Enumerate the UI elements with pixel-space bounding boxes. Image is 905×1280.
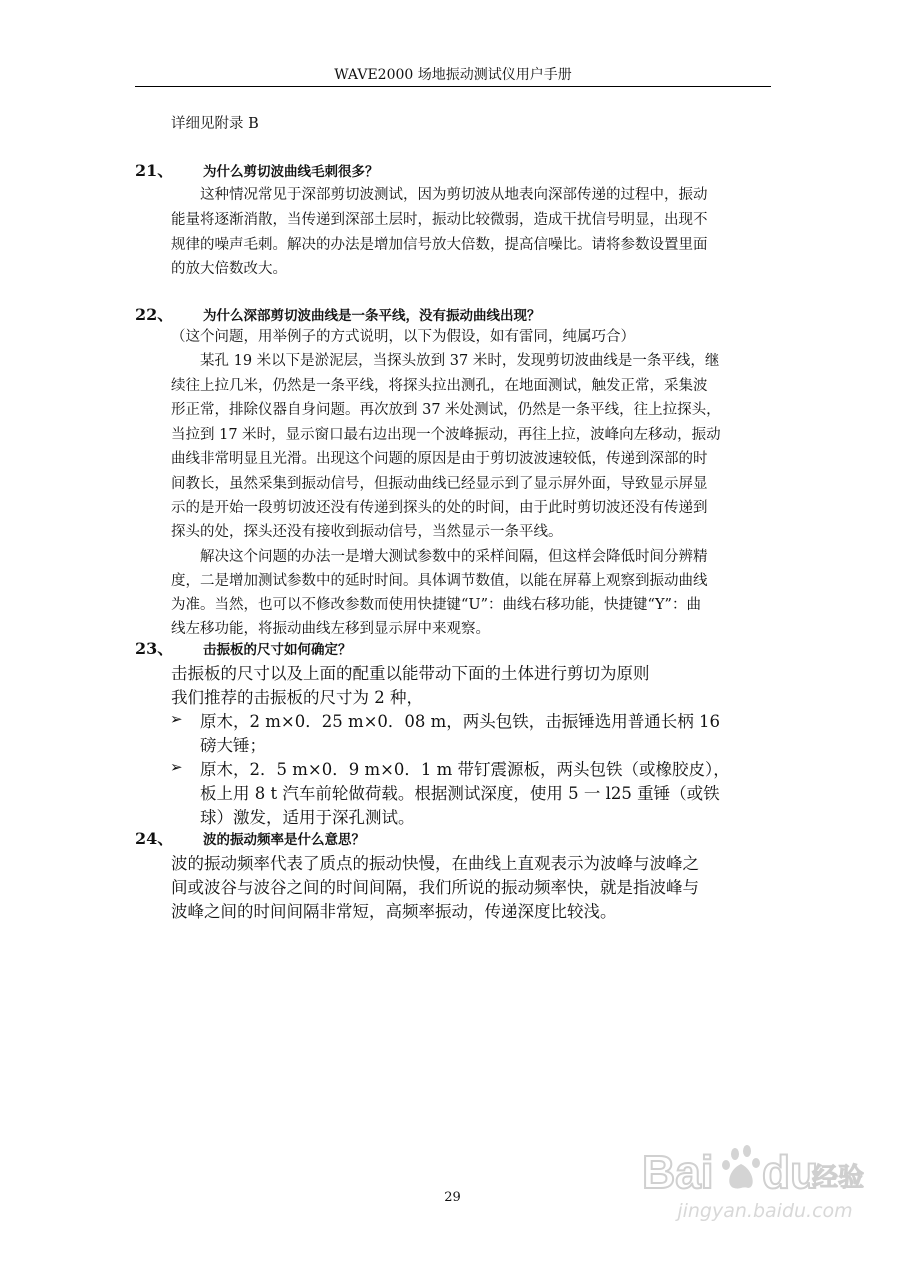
q22-line: 示的是开始一段剪切波还没有传递到探头的处的时间，由于此时剪切波还没有传递到 [171, 500, 708, 516]
q21-line: 能量将逐渐消散，当传递到深部土层时，振动比较微弱，造成干扰信号明显，出现不 [171, 212, 708, 228]
q22-line: 线左移功能，将振动曲线左移到显示屏中来观察。 [171, 621, 490, 637]
header-rule [135, 86, 771, 87]
q22-line: 探头的处，探头还没有接收到振动信号，当然显示一条平线。 [171, 524, 563, 540]
q22-note: （这个问题，用举例子的方式说明，以下为假设，如有雷同，纯属巧合） [171, 329, 635, 345]
bullet-arrow: ➢ [170, 758, 183, 776]
svg-text:du: du [762, 1146, 819, 1198]
q24-line: 波的振动频率代表了质点的振动快慢，在曲线上直观表示为波峰与波峰之 [171, 854, 699, 873]
q22-line: 间教长，虽然采集到振动信号，但振动曲线已经显示到了显示屏外面，导致显示屏显 [171, 476, 708, 492]
q22-title: 为什么深部剪切波曲线是一条平线，没有振动曲线出现？ [203, 308, 541, 324]
q23-number: 23、 [135, 639, 174, 658]
bullet-arrow: ➢ [170, 710, 183, 728]
q24-line: 间或波谷与波谷之间的时间间隔，我们所说的振动频率快，就是指波峰与 [171, 878, 699, 897]
svg-text:Bai: Bai [642, 1146, 714, 1198]
watermark-url: jingyan.baidu.com [677, 1200, 853, 1222]
q21-line: 的放大倍数改大。 [171, 261, 287, 277]
q24-title: 波的振动频率是什么意思？ [203, 832, 365, 848]
baidu-jingyan-watermark [640, 1140, 870, 1230]
q22-line: 续往上拉几米，仍然是一条平线，将探头拉出测孔，在地面测试，触发正常，采集波 [171, 378, 708, 394]
q22-line: 为准。当然，也可以不修改参数而使用快捷键“U”：曲线右移功能，快捷键“Y”：曲 [171, 597, 701, 613]
q21-number: 21、 [135, 161, 174, 180]
page-header: WAVE2000 场地振动测试仪用户手册 [334, 67, 572, 83]
q22-line: 当拉到 17 米时，显示窗口最右边出现一个波峰振动，再往上拉，波峰向左移动，振动 [171, 427, 721, 443]
baidu-logo-icon [640, 1140, 870, 1200]
page-number: 29 [444, 1190, 461, 1205]
q24-line: 波峰之间的时间间隔非常短，高频率振动，传递深度比较浅。 [171, 902, 617, 921]
appendix-reference: 详细见附录 B [171, 116, 259, 132]
q22-line: 曲线非常明显且光滑。出现这个问题的原因是由于剪切波波速较低，传递到深部的时 [171, 451, 708, 467]
svg-text:经验: 经验 [812, 1163, 865, 1193]
q22-line: 解决这个问题的办法一是增大测试参数中的采样间隔，但这样会降低时间分辨精 [200, 549, 708, 565]
q23-title: 击振板的尺寸如何确定？ [203, 642, 352, 658]
q23-bullet-line: 磅大锤； [200, 736, 266, 755]
q23-line: 我们推荐的击振板的尺寸为 2 种， [171, 688, 423, 707]
q21-line: 规律的噪声毛刺。解决的办法是增加信号放大倍数，提高信噪比。请将参数设置里面 [171, 237, 708, 253]
q22-number: 22、 [135, 305, 174, 324]
q22-line: 形正常，排除仪器自身问题。再次放到 37 米处测试，仍然是一条平线，往上拉探头， [171, 402, 721, 418]
q23-bullet-line: 板上用 8 t 汽车前轮做荷载。根据测试深度，使用 5 一 l25 重锤（或铁 [200, 784, 720, 803]
q22-line: 某孔 19 米以下是淤泥层，当探头放到 37 米时，发现剪切波曲线是一条平线，继 [200, 353, 720, 369]
q21-line: 这种情况常见于深部剪切波测试，因为剪切波从地表向深部传递的过程中，振动 [200, 187, 708, 203]
q21-title: 为什么剪切波曲线毛刺很多？ [203, 164, 379, 180]
q23-bullet-line: 原木，2 m×0．25 m×0．08 m，两头包铁，击振锤选用普通长柄 16 [200, 712, 721, 731]
q23-bullet-line: 原木，2．5 m×0．9 m×0．1 m 带钉震源板，两头包铁（或橡胶皮）， [200, 760, 730, 779]
q22-line: 度，二是增加测试参数中的延时时间。具体调节数值，以能在屏幕上观察到振动曲线 [171, 573, 708, 589]
q23-line: 击振板的尺寸以及上面的配重以能带动下面的土体进行剪切为原则 [171, 664, 650, 683]
q23-bullet-line: 球）激发，适用于深孔测试。 [200, 808, 415, 827]
q24-number: 24、 [135, 829, 174, 848]
